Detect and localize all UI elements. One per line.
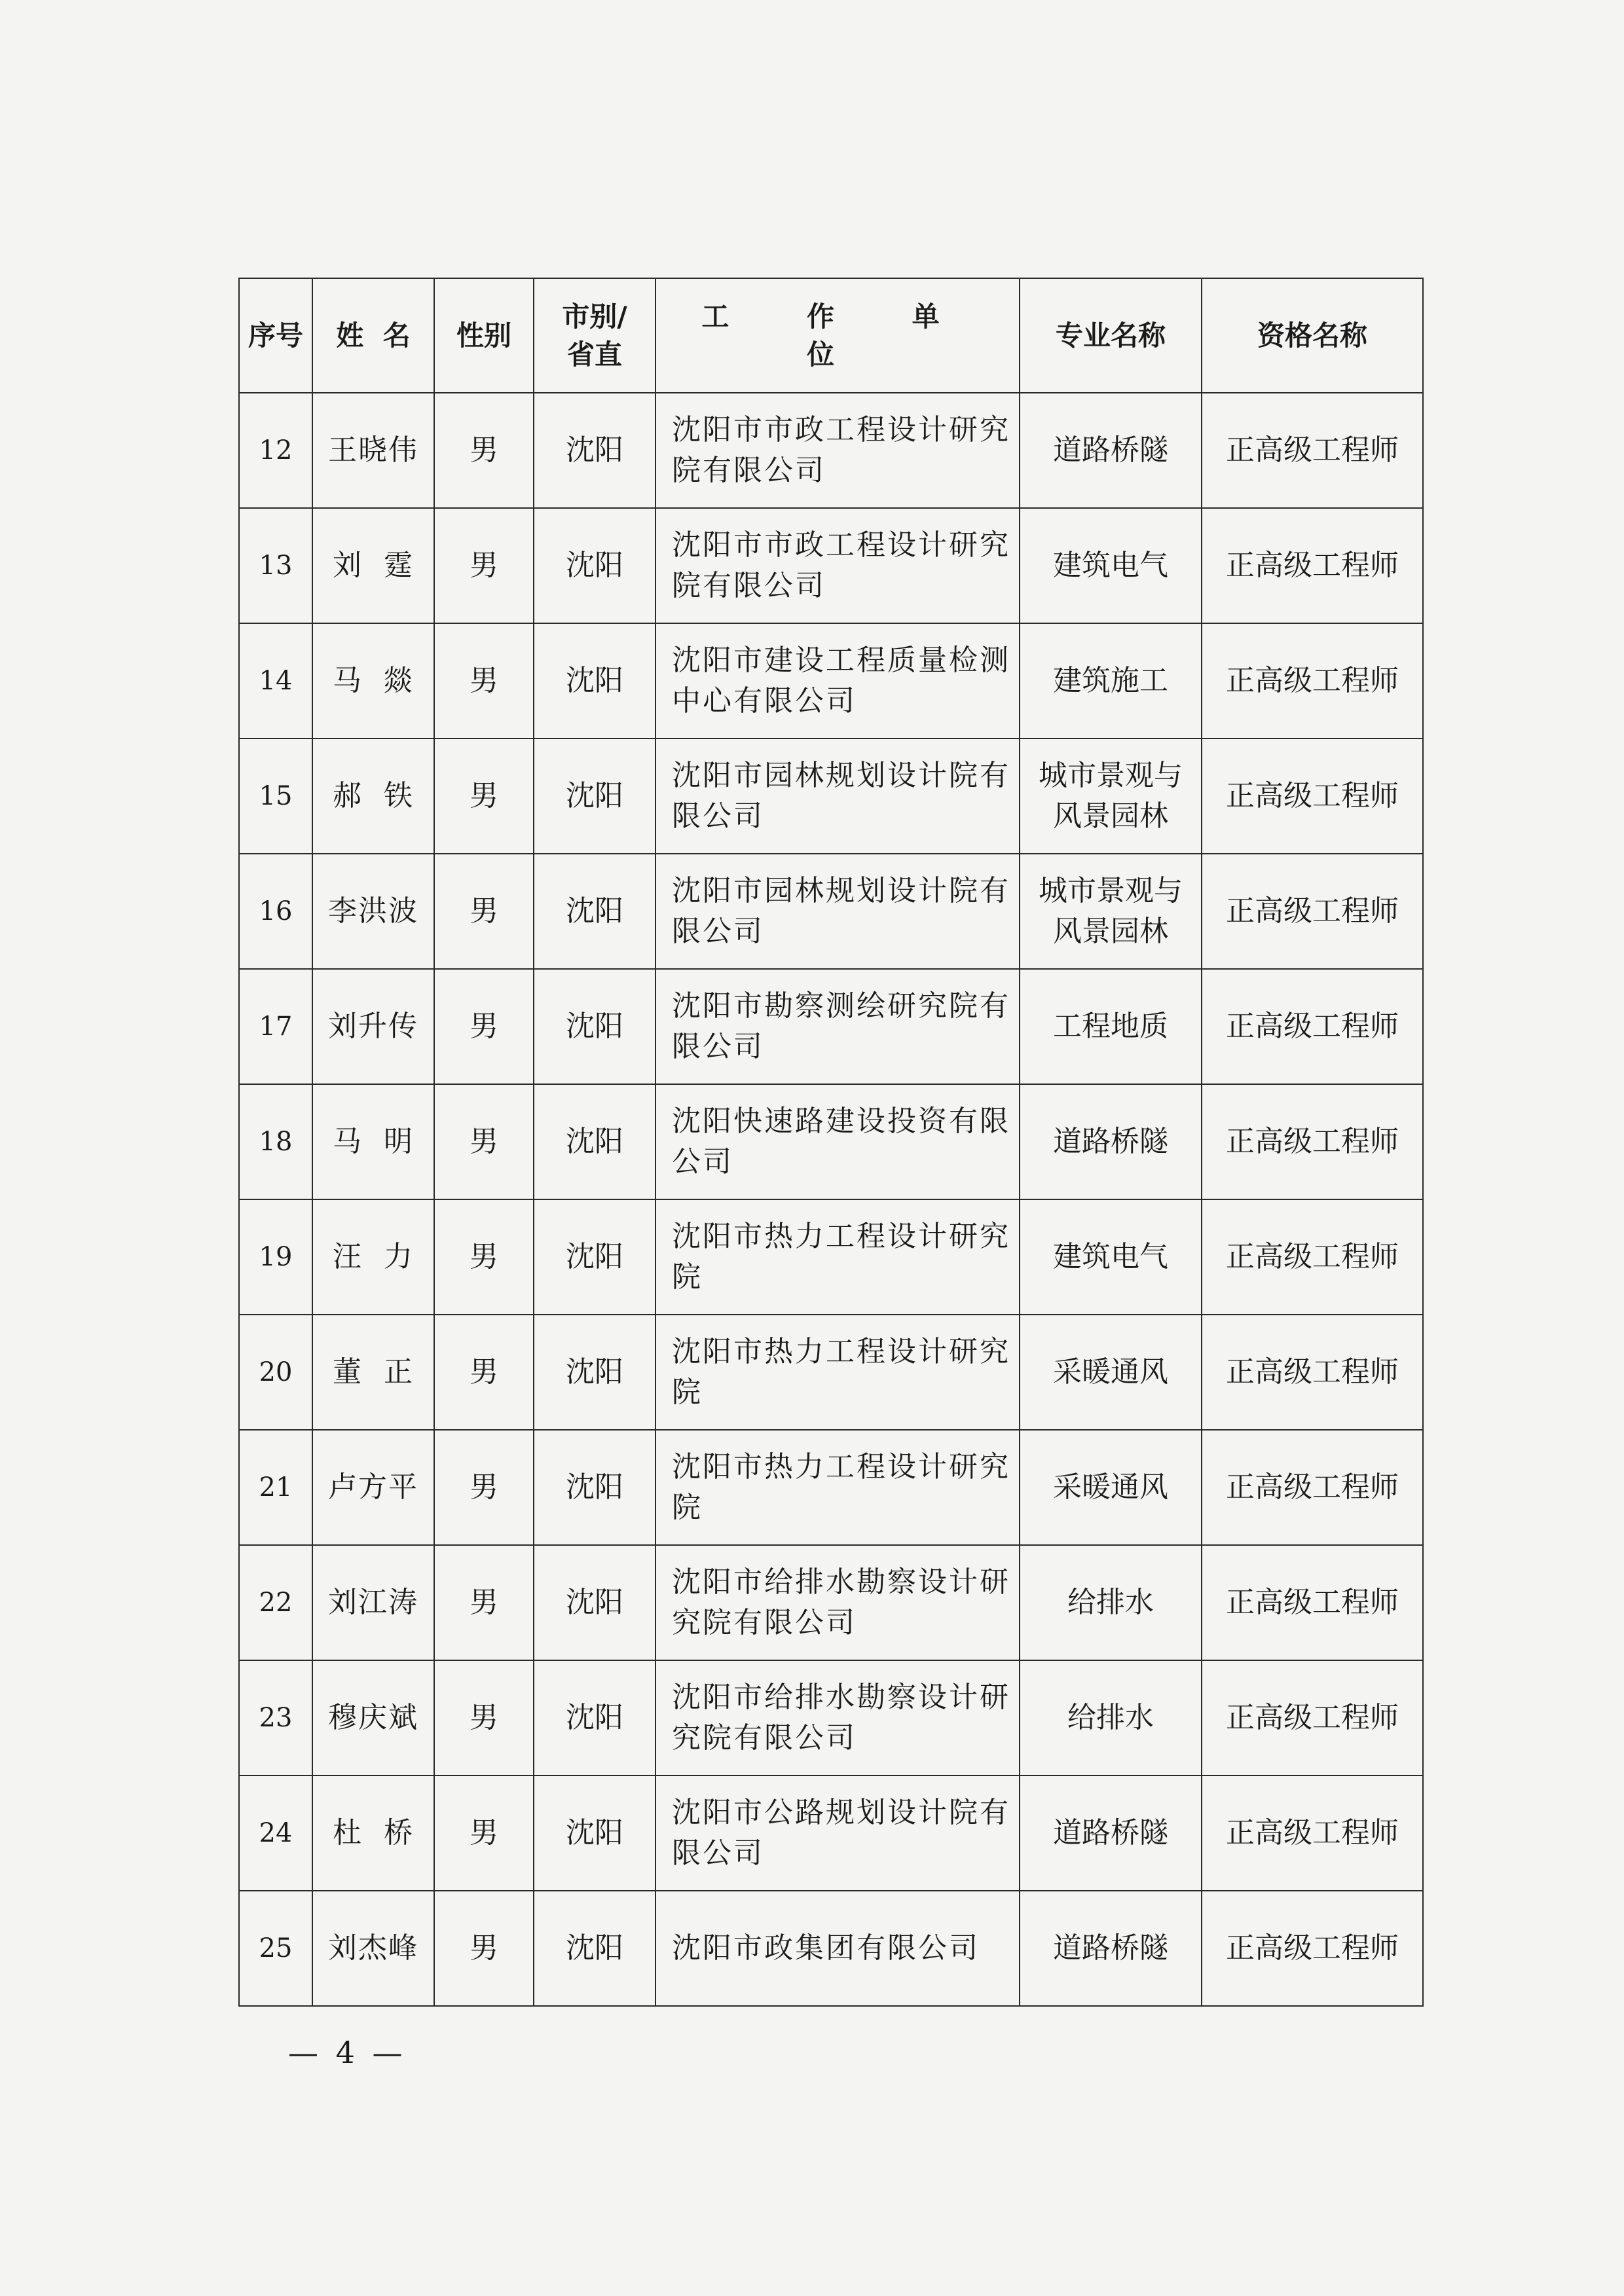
cell-qualification: 正高级工程师 [1202, 393, 1423, 508]
cell-gender: 男 [434, 969, 534, 1084]
cell-unit: 沈阳市给排水勘察设计研究院有限公司 [655, 1545, 1020, 1660]
cell-gender: 男 [434, 1660, 534, 1776]
cell-name: 董 正 [312, 1315, 434, 1430]
table-row [239, 1545, 1423, 1660]
header-row [239, 278, 1423, 393]
cell-no: 24 [239, 1776, 312, 1891]
table-row [239, 1315, 1423, 1430]
cell-unit: 沈阳市政集团有限公司 [655, 1891, 1020, 2006]
cell-city: 沈阳 [534, 1545, 655, 1660]
table-row [239, 854, 1423, 969]
cell-no: 14 [239, 623, 312, 738]
cell-qualification: 正高级工程师 [1202, 1430, 1423, 1545]
cell-city: 沈阳 [534, 1084, 655, 1199]
cell-qualification: 正高级工程师 [1202, 1084, 1423, 1199]
cell-major: 给排水 [1020, 1545, 1202, 1660]
cell-gender: 男 [434, 1430, 534, 1545]
cell-major: 建筑电气 [1020, 1199, 1202, 1315]
cell-unit: 沈阳市市政工程设计研究院有限公司 [655, 508, 1020, 623]
cell-major: 建筑电气 [1020, 508, 1202, 623]
cell-city: 沈阳 [534, 623, 655, 738]
cell-gender: 男 [434, 1084, 534, 1199]
cell-no: 19 [239, 1199, 312, 1315]
cell-name: 汪 力 [312, 1199, 434, 1315]
cell-qualification: 正高级工程师 [1202, 1545, 1423, 1660]
cell-city: 沈阳 [534, 1199, 655, 1315]
cell-gender: 男 [434, 1776, 534, 1891]
cell-unit: 沈阳市园林规划设计院有限公司 [655, 738, 1020, 854]
header-city-label: 市别/省直 [562, 300, 627, 371]
cell-qualification: 正高级工程师 [1202, 508, 1423, 623]
cell-city: 沈阳 [534, 1776, 655, 1891]
cell-major: 采暖通风 [1020, 1430, 1202, 1545]
cell-major: 城市景观与风景园林 [1020, 854, 1202, 969]
cell-name: 卢方平 [312, 1430, 434, 1545]
cell-no: 15 [239, 738, 312, 854]
cell-no: 21 [239, 1430, 312, 1545]
header-major-label: 专业名称 [1055, 319, 1166, 352]
cell-qualification: 正高级工程师 [1202, 1660, 1423, 1776]
cell-no: 13 [239, 508, 312, 623]
cell-name: 郝 铁 [312, 738, 434, 854]
cell-qualification: 正高级工程师 [1202, 854, 1423, 969]
cell-name: 刘 霆 [312, 508, 434, 623]
cell-unit: 沈阳市勘察测绘研究院有限公司 [655, 969, 1020, 1084]
table-row [239, 623, 1423, 738]
header-name-label: 姓 名 [336, 319, 411, 352]
table-row [239, 508, 1423, 623]
cell-qualification: 正高级工程师 [1202, 1776, 1423, 1891]
cell-name: 刘升传 [312, 969, 434, 1084]
table-row [239, 1084, 1423, 1199]
cell-no: 23 [239, 1660, 312, 1776]
cell-name: 杜 桥 [312, 1776, 434, 1891]
table-row [239, 1660, 1423, 1776]
cell-city: 沈阳 [534, 1430, 655, 1545]
table-row [239, 738, 1423, 854]
cell-qualification: 正高级工程师 [1202, 969, 1423, 1084]
cell-major: 道路桥隧 [1020, 1776, 1202, 1891]
cell-unit: 沈阳市公路规划设计院有限公司 [655, 1776, 1020, 1891]
cell-major: 工程地质 [1020, 969, 1202, 1084]
table-row [239, 1891, 1423, 2006]
cell-city: 沈阳 [534, 1891, 655, 2006]
cell-no: 20 [239, 1315, 312, 1430]
cell-name: 李洪波 [312, 854, 434, 969]
table-body [239, 393, 1423, 2006]
cell-unit: 沈阳市建设工程质量检测中心有限公司 [655, 623, 1020, 738]
table-row [239, 393, 1423, 508]
cell-name: 穆庆斌 [312, 1660, 434, 1776]
header-no-label: 序号 [248, 319, 303, 352]
header-gender [434, 278, 534, 393]
cell-major: 道路桥隧 [1020, 393, 1202, 508]
cell-gender: 男 [434, 393, 534, 508]
cell-name: 马 燚 [312, 623, 434, 738]
cell-gender: 男 [434, 854, 534, 969]
qualification-list-table [238, 278, 1424, 2007]
cell-name: 马 明 [312, 1084, 434, 1199]
header-city [534, 278, 655, 393]
cell-gender: 男 [434, 738, 534, 854]
cell-name: 王晓伟 [312, 393, 434, 508]
cell-no: 22 [239, 1545, 312, 1660]
cell-city: 沈阳 [534, 1660, 655, 1776]
cell-qualification: 正高级工程师 [1202, 1315, 1423, 1430]
header-major [1020, 278, 1202, 393]
cell-major: 城市景观与风景园林 [1020, 738, 1202, 854]
cell-major: 采暖通风 [1020, 1315, 1202, 1430]
header-name [312, 278, 434, 393]
cell-qualification: 正高级工程师 [1202, 1891, 1423, 2006]
cell-no: 25 [239, 1891, 312, 2006]
cell-gender: 男 [434, 508, 534, 623]
header-qualification-label: 资格名称 [1257, 319, 1367, 352]
cell-unit: 沈阳快速路建设投资有限公司 [655, 1084, 1020, 1199]
cell-city: 沈阳 [534, 393, 655, 508]
cell-unit: 沈阳市园林规划设计院有限公司 [655, 854, 1020, 969]
cell-qualification: 正高级工程师 [1202, 1199, 1423, 1315]
cell-gender: 男 [434, 1199, 534, 1315]
cell-name: 刘杰峰 [312, 1891, 434, 2006]
cell-major: 道路桥隧 [1020, 1891, 1202, 2006]
table-row [239, 1776, 1423, 1891]
header-unit-label: 工 作 单 位 [701, 300, 974, 371]
cell-qualification: 正高级工程师 [1202, 738, 1423, 854]
cell-city: 沈阳 [534, 738, 655, 854]
cell-gender: 男 [434, 1545, 534, 1660]
cell-city: 沈阳 [534, 969, 655, 1084]
cell-no: 18 [239, 1084, 312, 1199]
cell-unit: 沈阳市热力工程设计研究院 [655, 1315, 1020, 1430]
cell-unit: 沈阳市市政工程设计研究院有限公司 [655, 393, 1020, 508]
cell-no: 16 [239, 854, 312, 969]
table-row [239, 1199, 1423, 1315]
cell-gender: 男 [434, 1315, 534, 1430]
cell-unit: 沈阳市热力工程设计研究院 [655, 1199, 1020, 1315]
cell-unit: 沈阳市热力工程设计研究院 [655, 1430, 1020, 1545]
cell-qualification: 正高级工程师 [1202, 623, 1423, 738]
cell-major: 道路桥隧 [1020, 1084, 1202, 1199]
table-row [239, 969, 1423, 1084]
header-no [239, 278, 312, 393]
header-unit [655, 278, 1020, 393]
cell-major: 建筑施工 [1020, 623, 1202, 738]
cell-city: 沈阳 [534, 508, 655, 623]
table-header [239, 278, 1423, 393]
cell-major: 给排水 [1020, 1660, 1202, 1776]
cell-no: 17 [239, 969, 312, 1084]
cell-city: 沈阳 [534, 854, 655, 969]
cell-gender: 男 [434, 623, 534, 738]
table-row [239, 1430, 1423, 1545]
cell-unit: 沈阳市给排水勘察设计研究院有限公司 [655, 1660, 1020, 1776]
header-qualification [1202, 278, 1423, 393]
header-gender-label: 性别 [456, 319, 511, 352]
cell-city: 沈阳 [534, 1315, 655, 1430]
page-number: — 4 — [288, 2035, 407, 2070]
cell-no: 12 [239, 393, 312, 508]
cell-name: 刘江涛 [312, 1545, 434, 1660]
cell-gender: 男 [434, 1891, 534, 2006]
